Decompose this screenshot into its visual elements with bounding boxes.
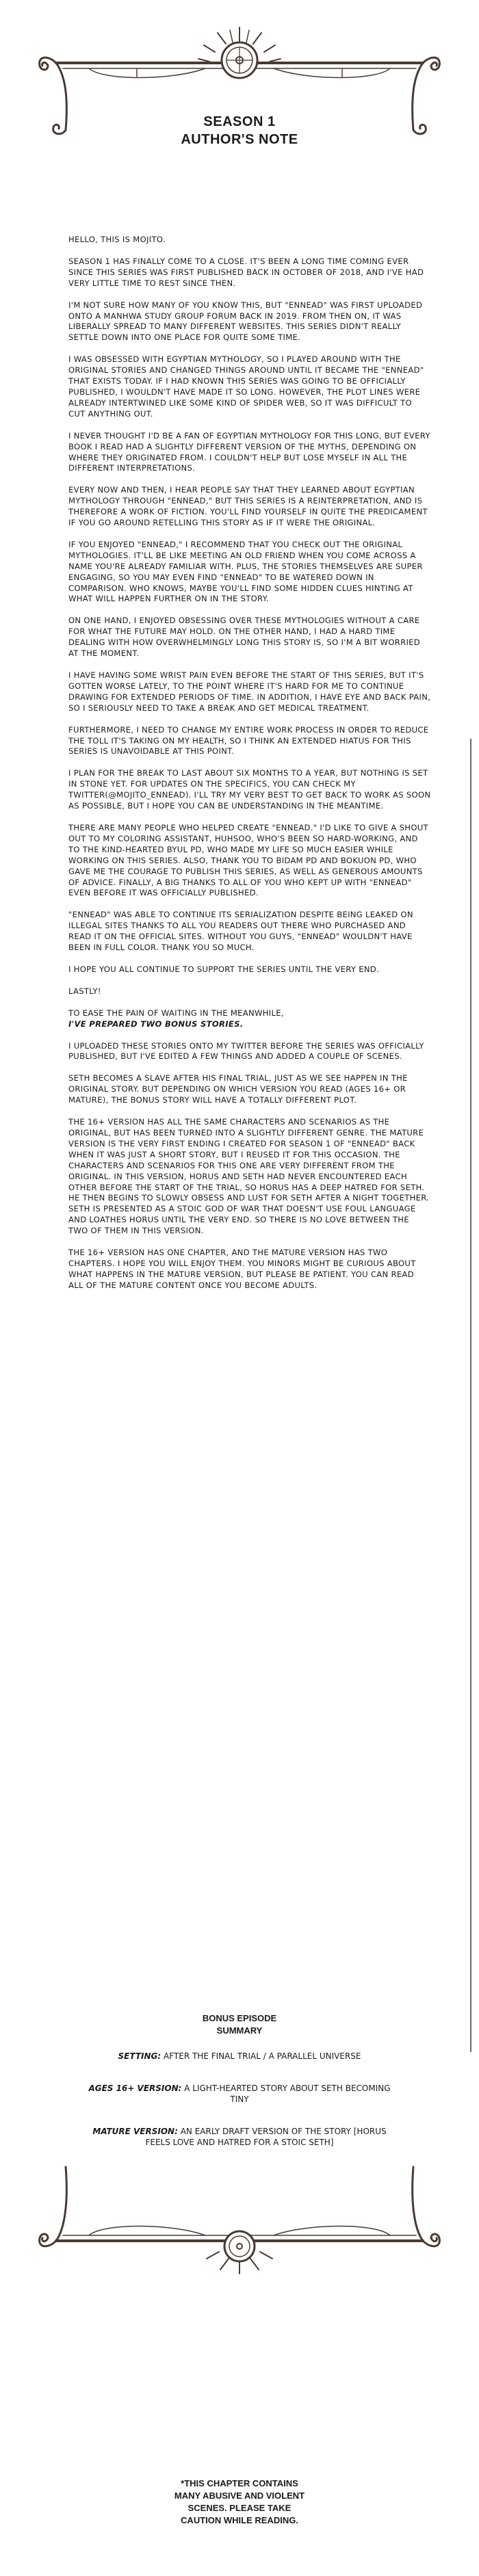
bonus-episode-title: BONUS EPISODE (202, 2013, 277, 2023)
letter-paragraph: "ENNEAD" WAS ABLE TO CONTINUE ITS SERIALIZATION DESPITE BEING LEAKED ON ILLEGAL SITES THANKS TO ALL YOU READERS OUT THERE WHO PURCHASED AND READ IT ON THE OFFICIAL SITES. WITHOUT YOU GUYS, "ENNEAD" WOULDN'T HAVE BEEN IN FULL COLOR. THANK YOU SO MUCH. (68, 910, 413, 953)
mature-text: AN EARLY DRAFT VERSION OF THE STORY [HORUS FEELS LOVE AND HATRED FOR A STOIC SETH] (145, 2127, 387, 2147)
letter-paragraph: I HOPE YOU ALL CONTINUE TO SUPPORT THE SERIES UNTIL THE VERY END. (68, 964, 380, 974)
author-letter (68, 235, 431, 1302)
page-heading (0, 113, 479, 148)
ages-label: AGES 16+ VERSION: (88, 2084, 182, 2093)
margin-rule (470, 739, 471, 2052)
setting-text: AFTER THE FINAL TRIAL / A PARALLEL UNIVERSE (161, 2051, 361, 2061)
letter-paragraph: IF YOU ENJOYED "ENNEAD," I RECOMMEND THAT YOU CHECK OUT THE ORIGINAL MYTHOLOGIES. IT'LL BE LIKE MEETING AN OLD FRIEND WHEN YOU COME ACROSS A NAME YOU'RE ALREADY FAMILIAR WITH. PLUS, THE STORIES THEMSELVES ARE SUPER ENGAGING, SO YOU MAY EVEN FIND "ENNEAD" TO BE WATERED DOWN IN COMPARISON. WHO KNOWS, MAYBE YOU'LL FIND SOME HIDDEN CLUES HINTING AT WHAT WILL HAPPEN FURTHER ON IN THE STORY. (68, 539, 423, 604)
lastly-line: LASTLY! (68, 986, 101, 996)
wait-line: TO EASE THE PAIN OF WAITING IN THE MEANWHILE, (68, 1008, 284, 1018)
note-subtitle: AUTHOR'S NOTE (181, 132, 298, 147)
content-warning (0, 2478, 479, 2527)
letter-paragraph: I NEVER THOUGHT I'D BE A FAN OF EGYPTIAN MYTHOLOGY FOR THIS LONG, BUT EVERY BOOK I READ HAD A SLIGHTLY DIFFERENT VERSION OF THE MYTHS, DEPENDING ON WHERE THEY ORIGINATED FROM. I COULDN'T HELP BUT LOSE MYSELF IN ALL THE DIFFERENT INTERPRETATIONS. (68, 430, 430, 473)
summary-ages-version (82, 2083, 397, 2105)
letter-paragraph: I UPLOADED THESE STORIES ONTO MY TWITTER BEFORE THE SERIES WAS OFFICIALLY PUBLISHED, BUT I'VE EDITED A FEW THINGS AND ADDED A COUPLE OF SCENES. (68, 1040, 424, 1062)
bottom-ornament-frame (0, 2160, 479, 2290)
letter-paragraph: SEASON 1 HAS FINALLY COME TO A CLOSE. IT'S BEEN A LONG TIME COMING EVER SINCE THIS SERIES WAS FIRST PUBLISHED BACK IN OCTOBER OF 2018, AND I'VE HAD VERY LITTLE TIME TO REST SINCE THEN. (68, 256, 424, 288)
letter-paragraph: THE 16+ VERSION HAS ALL THE SAME CHARACTERS AND SCENARIOS AS THE ORIGINAL, BUT HAS BEEN TURNED INTO A SLIGHTLY DIFFERENT GENRE. THE MATURE VERSION IS THE VERY FIRST ENDING I CREATED FOR SEASON 1 OF "ENNEAD" BACK WHEN IT WAS JUST A SHORT STORY, BUT I REUSED IT FOR THIS OCCASION. THE CHARACTERS AND SCENARIOS FOR THIS ONE ARE VERY DIFFERENT FROM THE ORIGINAL. IN THIS VERSION, HORUS AND SETH HAD NEVER ENCOUNTERED EACH OTHER BEFORE THE START OF THE TRIAL, SO HORUS HAS A DEEP HATRED FOR SETH. HE THEN BEGINS TO SLOWLY OBSESS AND LUST FOR SETH AFTER A NIGHT TOGETHER. SETH IS PRESENTED AS A STOIC GOD OF WAR THAT DOESN'T USE FOUL LANGUAGE AND LOATHES HORUS UNTIL THE VERY END. SO THERE IS NO LOVE BETWEEN THE TWO OF THEM IN THIS VERSION. (68, 1117, 430, 1236)
warning-line: *THIS CHAPTER CONTAINS (181, 2478, 298, 2488)
letter-paragraph: I'M NOT SURE HOW MANY OF YOU KNOW THIS, BUT "ENNEAD" WAS FIRST UPLOADED ONTO A MANHWA STUDY GROUP FORUM BACK IN 2019. FROM THEN ON, IT WAS LIBERALLY SPREAD TO MANY DIFFERENT WEBSITES. THIS SERIES DIDN'T REALLY SETTLE DOWN INTO ONE PLACE FOR QUITE SOME TIME. (68, 300, 423, 343)
letter-paragraph: HELLO, THIS IS MOJITO. (68, 235, 166, 244)
summary-heading (0, 2012, 479, 2037)
letter-paragraph: EVERY NOW AND THEN, I HEAR PEOPLE SAY THAT THEY LEARNED ABOUT EGYPTIAN MYTHOLOGY THROUGH "ENNEAD," BUT THIS SERIES IS A REINTERPRETATION, AND IS THEREFORE A WORK OF FICTION. YOU'LL FIND YOURSELF IN QUITE THE PREDICAMENT IF YOU GO AROUND RETELLING THIS STORY AS IF IT WERE THE ORIGINAL. (68, 485, 428, 528)
bonus-stories-line: I'VE PREPARED TWO BONUS STORIES. (68, 1018, 244, 1029)
letter-paragraph: SETH BECOMES A SLAVE AFTER HIS FINAL TRIAL, JUST AS WE SEE HAPPEN IN THE ORIGINAL STORY. BUT DEPENDING ON WHICH VERSION YOU READ (AGES 16+ OR MATURE), THE BONUS STORY WILL HAVE A TOTALLY DIFFERENT PLOT. (68, 1073, 408, 1105)
warning-line: CAUTION WHILE READING. (181, 2515, 298, 2525)
summary-mature-version (82, 2126, 397, 2148)
season-title: SEASON 1 (203, 114, 276, 129)
letter-paragraph: I HAVE HAVING SOME WRIST PAIN EVEN BEFORE THE START OF THIS SERIES, BUT IT'S GOTTEN WORSE LATELY, TO THE POINT WHERE IT'S HARD FOR ME TO CONTINUE DRAWING FOR EXTENDED PERIODS OF TIME. IN ADDITION, I HAVE EYE AND BACK PAIN, SO I SERIOUSLY NEED TO TAKE A BREAK AND GET MEDICAL TREATMENT. (68, 670, 431, 713)
letter-paragraph: FURTHERMORE, I NEED TO CHANGE MY ENTIRE WORK PROCESS IN ORDER TO REDUCE THE TOLL IT'S TAKING ON MY HEALTH, SO I THINK AN EXTENDED HIATUS FOR THIS SERIES IS UNAVOIDABLE AT THIS POINT. (68, 724, 429, 757)
warning-line: MANY ABUSIVE AND VIOLENT (174, 2490, 305, 2501)
letter-paragraph: ON ONE HAND, I ENJOYED OBSESSING OVER THESE MYTHOLOGIES WITHOUT A CARE FOR WHAT THE FUTURE MAY HOLD. ON THE OTHER HAND, I HAD A HARD TIME DEALING WITH HOW OVERWHELMINGLY LONG THIS STORY IS, SO I'M A BIT WORRIED AT THE MOMENT. (68, 616, 421, 659)
summary-setting (82, 2051, 397, 2062)
warning-line: SCENES. PLEASE TAKE (187, 2503, 292, 2513)
letter-paragraph: THERE ARE MANY PEOPLE WHO HELPED CREATE "ENNEAD." I'D LIKE TO GIVE A SHOUT OUT TO MY COLORING ASSISTANT, HUHSOO, WHO'S BEEN SO HARD-WORKING, AND TO THE KIND-HEARTED BYUL PD, WHO MADE MY LIFE SO MUCH EASIER WHILE WORKING ON THIS SERIES. ALSO, THANK YOU TO BIDAM PD AND BOKUON PD, WHO GAVE ME THE COURAGE TO PUBLISH THIS SERIES, AS WELL AS GENEROUS AMOUNTS OF ADVICE. FINALLY, A BIG THANKS TO ALL OF YOU WHO KEPT UP WITH "ENNEAD" EVEN BEFORE IT WAS OFFICIALLY PUBLISHED. (68, 822, 428, 898)
letter-paragraph: THE 16+ VERSION HAS ONE CHAPTER, AND THE MATURE VERSION HAS TWO CHAPTERS. I HOPE YOU WILL ENJOY THEM. YOU MINORS MIGHT BE CURIOUS ABOUT WHAT HAPPENS IN THE MATURE VERSION, BUT PLEASE BE PATIENT. YOU CAN READ ALL OF THE MATURE CONTENT ONCE YOU BECOME ADULTS. (68, 1248, 416, 1290)
summary-title: SUMMARY (216, 2025, 263, 2036)
ages-text: A LIGHT-HEARTED STORY ABOUT SETH BECOMING TINY (181, 2084, 391, 2104)
setting-label: SETTING: (118, 2051, 161, 2061)
letter-paragraph: I PLAN FOR THE BREAK TO LAST ABOUT SIX MONTHS TO A YEAR, BUT NOTHING IS SET IN STONE YET. FOR UPDATES ON THE SPECIFICS, YOU CAN CHECK MY TWITTER(@MOJITO_ENNEAD). I'LL TRY MY VERY BEST TO GET BACK TO WORK AS SOON AS POSSIBLE, BUT I HOPE YOU CAN BE UNDERSTANDING IN THE MEANTIME. (68, 768, 431, 811)
letter-paragraph: I WAS OBSESSED WITH EGYPTIAN MYTHOLOGY, SO I PLAYED AROUND WITH THE ORIGINAL STORIES AND CHANGED THINGS AROUND UNTIL IT BECAME THE "ENNEAD" THAT EXISTS TODAY. IF I HAD KNOWN THIS SERIES WAS GOING TO BE OFFICIALLY PUBLISHED, I WOULDN'T HAVE MADE IT SO LONG. HOWEVER, THE PLOT LINES WERE ALREADY INTERTWINED LIKE SOME KIND OF SPIDER WEB, SO IT WAS DIFFICULT TO CUT ANYTHING OUT. (68, 354, 424, 419)
mature-label: MATURE VERSION: (92, 2127, 178, 2136)
